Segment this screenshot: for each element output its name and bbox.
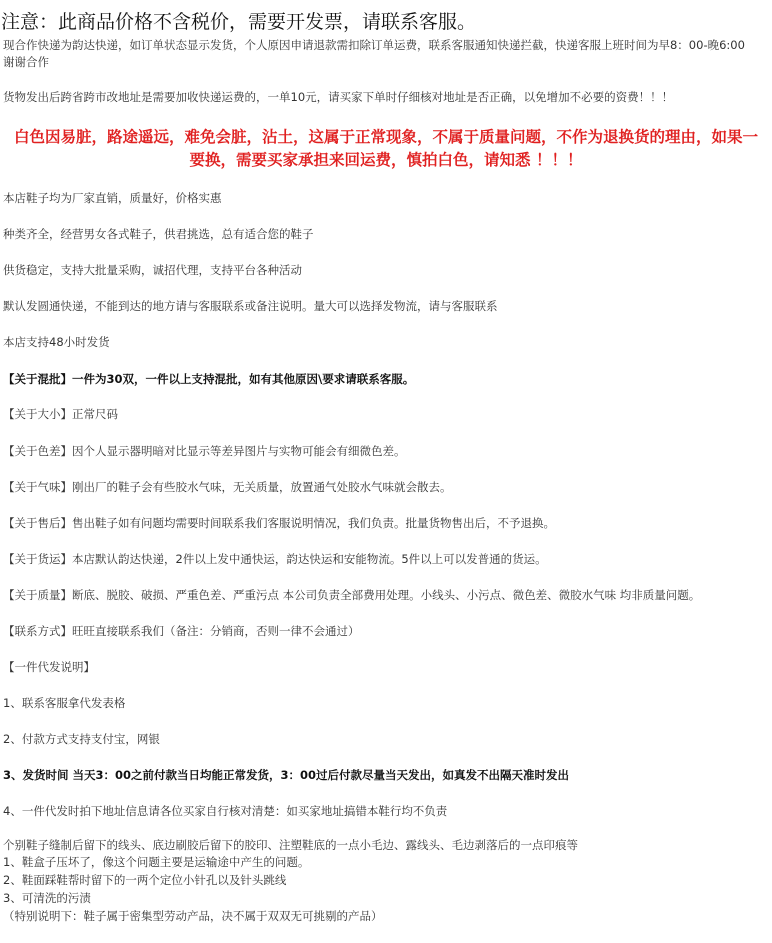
policy-after-sale: 【关于售后】售出鞋子如有问题均需要时间联系我们客服说明情况，我们负责。批量货物售出后，不予退换。 [3, 516, 555, 530]
defects-item-3: 3、可清洗的污渍 [3, 891, 91, 905]
policy-smell: 【关于气味】刚出厂的鞋子会有些胶水气味，无关质量，放置通气处胶水气味就会散去。 [3, 480, 452, 494]
store-info-variety: 种类齐全，经营男女各式鞋子，供君挑选，总有适合您的鞋子 [3, 227, 314, 241]
store-info-default-courier: 默认发圆通快递，不能到达的地方请与客服联系或备注说明。量大可以选择发物流，请与客服联系 [3, 299, 498, 313]
shipping-intro-line-2: 谢谢合作 [3, 55, 49, 69]
dropship-item-1: 1、联系客服拿代发表格 [3, 696, 126, 710]
store-info-48h-shipping: 本店支持48小时发货 [3, 335, 110, 349]
white-color-warning-line-1: 白色因易脏，路途遥远，难免会脏，沾土，这属于正常现象，不属于质量问题，不作为退换货的理由，如果一 [13, 128, 758, 146]
page-title: 注意：此商品价格不含税价，需要开发票，请联系客服。 [1, 11, 477, 33]
defects-item-1: 1、鞋盒子压坏了，像这个问题主要是运输途中产生的问题。 [3, 855, 310, 869]
white-color-warning-line-2: 要换，需要买家承担来回运费，慎拍白色，请知悉 ！！！ [189, 151, 583, 169]
policy-quality: 【关于质量】断底、脱胶、破损、严重色差、严重污点 本公司负责全部费用处理。小线头、小污点、微色差、微胶水气味 均非质量问题。 [3, 588, 701, 602]
defects-intro: 个别鞋子缝制后留下的线头、底边刷胶后留下的胶印、注塑鞋底的一点小毛边、露线头、毛边剥落后的一点印痕等 [3, 838, 578, 852]
store-info-direct-sale: 本店鞋子均为厂家直销，质量好，价格实惠 [3, 191, 222, 205]
policy-color-difference: 【关于色差】因个人显示器明暗对比显示等差异图片与实物可能会有细微色差。 [3, 444, 406, 458]
store-info-supply: 供货稳定，支持大批量采购，诚招代理，支持平台各种活动 [3, 263, 302, 277]
dropship-item-4: 4、一件代发时拍下地址信息请各位买家自行核对清楚：如买家地址搞错本鞋行均不负责 [3, 804, 448, 818]
policy-mixed-batch: 【关于混批】一件为30双，一件以上支持混批，如有其他原因\要求请联系客服。 [3, 372, 415, 386]
dropship-item-2: 2、付款方式支持支付宝，网银 [3, 732, 160, 746]
policy-size: 【关于大小】正常尺码 [3, 407, 118, 421]
policy-shipping: 【关于货运】本店默认韵达快递，2件以上发中通快运，韵达快运和安能物流。5件以上可以发普通的货运。 [3, 552, 547, 566]
shipping-intro-line-1: 现合作快递为韵达快递，如订单状态显示发货，个人原因申请退款需扣除订单运费，联系客服通知快递拦截，快递客服上班时间为早8：00-晚6:00 [3, 38, 745, 52]
dropship-heading: 【一件代发说明】 [3, 660, 95, 674]
defects-item-2: 2、鞋面踩鞋帮时留下的一两个定位小针孔以及针头跳线 [3, 873, 287, 887]
dropship-item-3: 3、发货时间 当天3：00之前付款当日均能正常发货，3：00过后付款尽量当天发出，如真发不出隔天准时发出 [3, 768, 570, 782]
defects-special-note: （特别说明下：鞋子属于密集型劳动产品，决不属于双双无可挑剔的产品） [3, 909, 383, 923]
policy-contact: 【联系方式】旺旺直接联系我们（备注：分销商，否则一律不会通过） [3, 624, 360, 638]
address-change-notice: 货物发出后跨省跨市改地址是需要加收快递运费的，一单10元，请买家下单时仔细核对地址是否正确，以免增加不必要的资费！！！ [3, 90, 674, 104]
